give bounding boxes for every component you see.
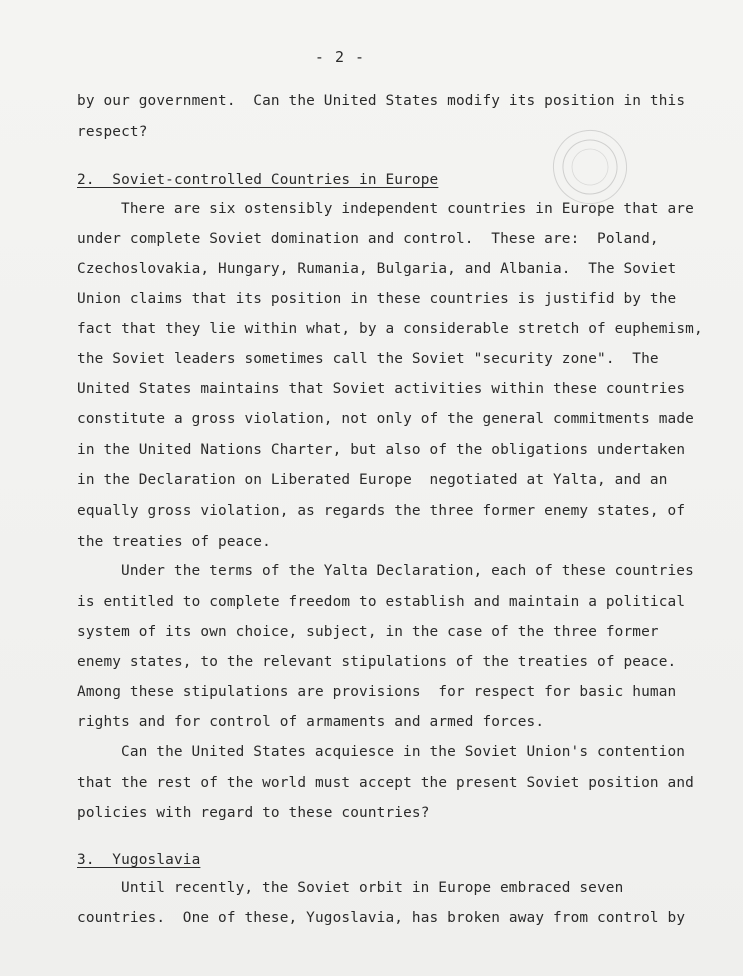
text-line: United States maintains that Soviet activities within these countries [77, 381, 686, 397]
text-line: in the Declaration on Liberated Europe negotiated at Yalta, and an [77, 472, 668, 488]
text-line: under complete Soviet domination and control. These are: Poland, [77, 231, 659, 247]
text-line: countries. One of these, Yugoslavia, has broken away from control by [77, 910, 686, 926]
text-line: Czechoslovakia, Hungary, Rumania, Bulgaria, and Albania. The Soviet [77, 261, 677, 277]
text-line: in the United Nations Charter, but also of the obligations undertaken [77, 442, 686, 458]
text-line: equally gross violation, as regards the three former enemy states, of [77, 503, 686, 519]
text-line: that the rest of the world must accept the present Soviet position and [77, 775, 694, 791]
section-heading-soviet-controlled: 2. Soviet-controlled Countries in Europe [77, 172, 439, 188]
text-line: policies with regard to these countries? [77, 805, 430, 821]
text-line: Among these stipulations are provisions for respect for basic human [77, 684, 677, 700]
text-line: Until recently, the Soviet orbit in Europe embraced seven [121, 880, 624, 896]
text-line: the treaties of peace. [77, 534, 271, 550]
text-line: system of its own choice, subject, in the case of the three former [77, 624, 659, 640]
text-line: Can the United States acquiesce in the Soviet Union's contention [121, 744, 686, 760]
text-line: constitute a gross violation, not only of the general commitments made [77, 411, 694, 427]
text-line: respect? [77, 124, 148, 140]
page-number: - 2 - [314, 48, 366, 66]
text-line: enemy states, to the relevant stipulations of the treaties of peace. [77, 654, 677, 670]
text-line: fact that they lie within what, by a considerable stretch of euphemism, [77, 321, 703, 337]
section-heading-yugoslavia: 3. Yugoslavia [77, 852, 201, 868]
text-line: Union claims that its position in these countries is justifid by the [77, 291, 677, 307]
text-line: by our government. Can the United States modify its position in this [77, 93, 686, 109]
text-line: the Soviet leaders sometimes call the Soviet "security zone". The [77, 351, 659, 367]
text-line: rights and for control of armaments and armed forces. [77, 714, 545, 730]
text-line: There are six ostensibly independent countries in Europe that are [121, 201, 694, 217]
text-line: is entitled to complete freedom to establish and maintain a political [77, 594, 686, 610]
library-stamp [546, 123, 634, 211]
text-line: Under the terms of the Yalta Declaration, each of these countries [121, 563, 694, 579]
